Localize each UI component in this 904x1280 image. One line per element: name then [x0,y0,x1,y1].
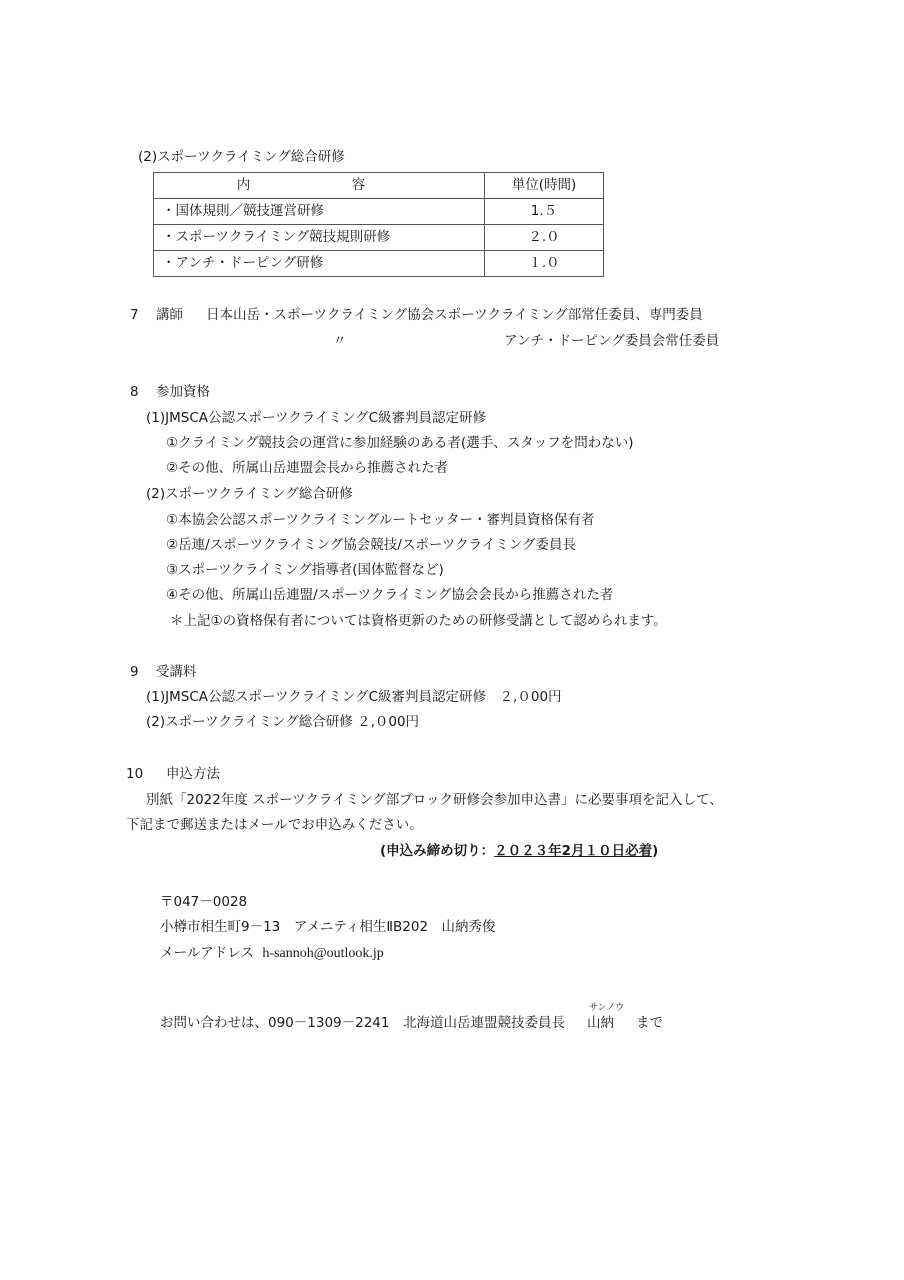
email-link[interactable]: h-sannoh@outlook.jp [262,946,384,961]
section10-body2: 下記まで郵送またはメールでお申込みください。 [126,817,423,833]
row-content: ・国体規則／競技運営研修 [154,199,485,225]
section9-fee: (2)スポーツクライミング総合研修 ２,０00円 [146,714,420,730]
section8-sub1-item: ②その他、所属山岳連盟会長から推薦された者 [166,460,449,476]
row-hours: 1.５ [485,199,604,225]
row-hours: １.０ [485,251,604,277]
section8-sub2-item: ②岳連/スポーツクライミング協会競技/スポーツクライミング委員長 [166,537,576,553]
training-table [153,172,604,277]
section8-sub2-item: ①本協会公認スポーツクライミングルートセッター・審判員資格保有者 [166,512,595,528]
postal-code: 〒047－0028 [160,894,248,910]
section7-number: 7 [130,307,139,323]
section9-fee: (1)JMSCA公認スポーツクライミングC級審判員認定研修 ２,０00円 [146,689,562,705]
section9-number: 9 [130,664,139,680]
table-row [154,225,604,251]
email-line [160,944,384,963]
section8-sub1-item: ①クライミング競技会の運営に参加経験のある者(選手、スタッフを問わない) [166,435,634,451]
address: 小樽市相生町9－13 アメニティ相生ⅡB202 山納秀俊 [160,919,496,935]
contact-name: サンノウ 山納 [586,1003,625,1031]
email-label: メールアドレス [160,945,254,961]
name-ruby: サンノウ [588,1003,625,1013]
row-content: ・スポーツクライミング競技規則研修 [154,225,485,251]
row-content: ・アンチ・ドーピング研修 [154,251,485,277]
section8-sub2-heading: (2)スポーツクライミング総合研修 [146,486,353,502]
table-header-row [154,173,604,199]
table-row [154,199,604,225]
section8-sub2-item: ④その他、所属山岳連盟/スポーツクライミング協会会長から推薦された者 [166,587,614,603]
section7-line1: 日本山岳・スポーツクライミング協会スポーツクライミング部常任委員、専門委員 [206,307,703,323]
inquiry-line [160,1003,663,1032]
deadline-suffix: ) [652,843,659,859]
training-heading: (2)スポーツクライミング総合研修 [138,149,345,165]
deadline-date: ２０２３年2月１０日必着 [494,843,653,859]
section9-title: 受講料 [156,664,197,680]
section8-title: 参加資格 [156,384,210,400]
deadline [380,842,658,860]
section8-sub1-heading: (1)JMSCA公認スポーツクライミングC級審判員認定研修 [146,410,487,426]
header-content: 内 容 [154,173,485,199]
section8-note: ＊上記①の資格保有者については資格更新のための研修受講として認められます。 [170,613,667,629]
inquiry-prefix: お問い合わせは、090－1309－2241 北海道山岳連盟競技委員長 [160,1015,565,1031]
section8-sub2-item: ③スポーツクライミング指導者(国体監督など) [166,562,444,578]
section7-title: 講師 [156,307,183,323]
table-row [154,251,604,277]
section7-ditto: 〃 [333,333,347,349]
section7-line2: アンチ・ドーピング委員会常任委員 [504,333,720,349]
header-hours: 単位(時間) [485,173,604,199]
section8-number: 8 [130,384,139,400]
deadline-prefix: (申込み締め切り： [380,843,495,859]
section10-body1: 別紙「2022年度 スポーツクライミング部ブロック研修会参加申込書」に必要事項を記入して、 [146,792,723,808]
section10-title: 申込方法 [166,766,220,782]
section10-number: 10 [126,766,144,782]
row-hours: ２.０ [485,225,604,251]
inquiry-suffix: まで [635,1015,663,1031]
